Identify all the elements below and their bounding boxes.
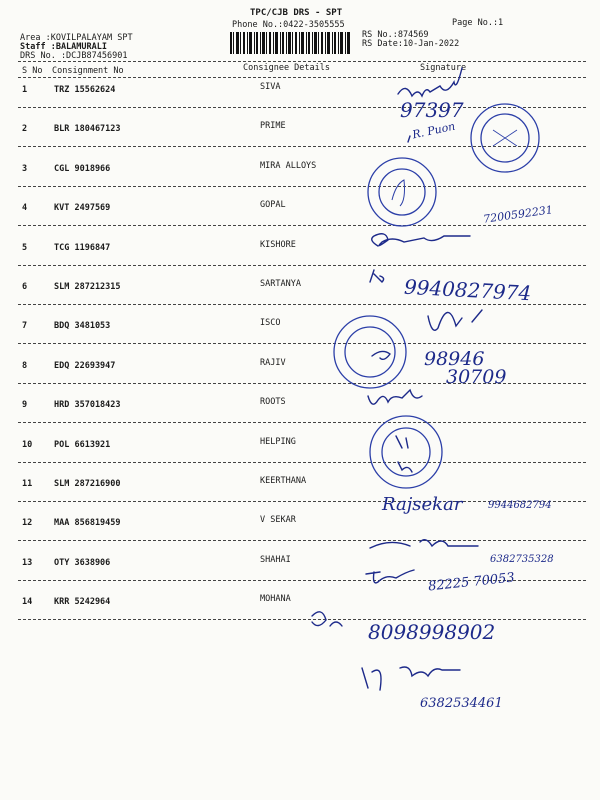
stamp-eastern: [370, 416, 442, 488]
barcode: [230, 32, 350, 54]
row-consignee-name: SARTANYA: [260, 279, 301, 289]
row-consignee-name: PRIME: [260, 121, 286, 131]
row-divider: [18, 343, 586, 344]
row-consignment-number: BLR 180467123: [54, 124, 121, 134]
row-consignment-number: BDQ 3481053: [54, 321, 111, 331]
handwritten-phone-row-11: 6382735328: [490, 554, 554, 565]
row-consignment-number: KVT 2497569: [54, 203, 111, 213]
row-serial-number: 7: [22, 321, 28, 331]
signature-row-14: [362, 667, 460, 690]
row-divider: [18, 540, 586, 541]
row-consignee-name: ISCO: [260, 318, 281, 328]
stamp-isco: [334, 316, 406, 388]
handwritten-phone-row-13: 8098998902: [368, 620, 496, 644]
stamp-mira-alloy: [368, 158, 436, 226]
row-consignee-name: MIRA ALLOYS: [260, 161, 317, 171]
row-consignment-number: SLM 287212315: [54, 282, 121, 292]
signature-row-6: [428, 310, 482, 330]
handwritten-phone-row-5: 9940827974: [403, 274, 532, 306]
stamp-primary-precisions: [471, 104, 539, 172]
row-serial-number: 8: [22, 361, 28, 371]
row-serial-number: 3: [22, 164, 28, 174]
row-consignee-name: KEERTHANA: [260, 476, 307, 486]
header-bottom-rule: [18, 77, 586, 78]
rs-number: RS No.:874569: [362, 30, 429, 40]
header-top-rule: [18, 61, 586, 62]
drs-number: DRS No. :DCJB87456901: [20, 51, 128, 61]
handwritten-name-row-10: Rajsekar: [382, 494, 463, 515]
area-label: Area :KOVILPALAYAM SPT: [20, 33, 133, 43]
row-divider: [18, 462, 586, 463]
col-sno: S No: [22, 66, 43, 76]
row-consignee-name: HELPING: [260, 437, 296, 447]
handwritten-phone-row-10: 9944682794: [488, 500, 552, 511]
row-consignment-number: EDQ 22693947: [54, 361, 116, 371]
row-divider: [18, 186, 586, 187]
col-consignee: Consignee Details: [243, 63, 330, 73]
row-serial-number: 2: [22, 124, 28, 134]
row-divider: [18, 422, 586, 423]
row-consignment-number: HRD 357018423: [54, 400, 121, 410]
staff-label: Staff :BALAMURALI: [20, 42, 107, 52]
row-consignment-number: KRR 5242964: [54, 597, 111, 607]
row-consignment-number: SLM 287216900: [54, 479, 121, 489]
row-consignee-name: V SEKAR: [260, 515, 296, 525]
signature-row-9: [396, 436, 412, 472]
row-consignee-name: MOHANA: [260, 594, 291, 604]
handwritten-phone-row-14: 6382534461: [420, 696, 503, 711]
signature-row-2: [408, 136, 410, 142]
rs-date: RS Date:10-Jan-2022: [362, 39, 460, 49]
handwritten-phone-row-12: 82225 70053: [427, 570, 516, 595]
row-divider: [18, 619, 586, 620]
signature-row-8: [368, 390, 422, 404]
handwritten-phone-row-7b: 30709: [446, 366, 507, 388]
row-consignee-name: GOPAL: [260, 200, 286, 210]
page-number: Page No.:1: [452, 18, 504, 28]
row-consignment-number: CGL 9018966: [54, 164, 111, 174]
row-serial-number: 14: [22, 597, 33, 607]
handwritten-phone-row-1: 97397: [400, 98, 464, 122]
handwritten-phone-row-4: 7200592231: [482, 203, 554, 226]
row-consignee-name: RAJIV: [260, 358, 286, 368]
row-serial-number: 1: [22, 85, 28, 95]
row-divider: [18, 146, 586, 147]
row-serial-number: 12: [22, 518, 33, 528]
phone-number: Phone No.:0422-3505555: [232, 20, 345, 30]
row-consignment-number: MAA 856819459: [54, 518, 121, 528]
handwritten-name-row-2: R. Puon: [411, 119, 457, 142]
row-divider: [18, 225, 586, 226]
signature-row-5: [370, 270, 384, 282]
row-serial-number: 6: [22, 282, 28, 292]
signature-row-7: [372, 351, 390, 359]
row-consignee-name: SHAHAI: [260, 555, 291, 565]
row-consignee-name: SIVA: [260, 82, 281, 92]
row-consignment-number: POL 6613921: [54, 440, 111, 450]
row-consignee-name: ROOTS: [260, 397, 286, 407]
handwritten-phone-row-7a: 98946: [424, 348, 485, 370]
col-consignment: Consignment No: [52, 66, 124, 76]
row-serial-number: 9: [22, 400, 28, 410]
row-serial-number: 10: [22, 440, 33, 450]
row-serial-number: 5: [22, 243, 28, 253]
col-signature: Signature: [420, 63, 467, 73]
row-serial-number: 13: [22, 558, 33, 568]
row-serial-number: 11: [22, 479, 33, 489]
document-title: TPC/CJB DRS - SPT: [250, 8, 343, 18]
row-divider: [18, 107, 586, 108]
row-serial-number: 4: [22, 203, 28, 213]
row-divider: [18, 265, 586, 266]
row-divider: [18, 304, 586, 305]
row-consignment-number: OTY 3638906: [54, 558, 111, 568]
signature-row-4: [372, 234, 470, 246]
row-consignee-name: KISHORE: [260, 240, 296, 250]
row-consignment-number: TRZ 15562624: [54, 85, 116, 95]
row-consignment-number: TCG 1196847: [54, 243, 111, 253]
